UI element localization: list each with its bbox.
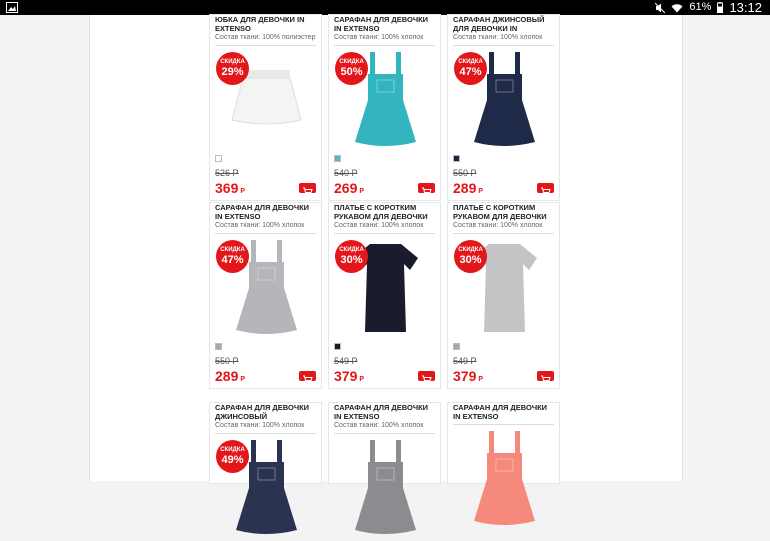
color-swatch[interactable]	[215, 155, 222, 162]
fabric-composition: Состав ткани: 100% хлопок	[215, 221, 316, 234]
product-image-area[interactable]	[334, 236, 435, 341]
mute-icon	[655, 3, 665, 13]
cart-icon	[418, 186, 435, 196]
discount-percent: 49%	[221, 454, 244, 466]
discount-label: СКИДКА	[458, 59, 483, 65]
product-title[interactable]: САРАФАН ДЛЯ ДЕВОЧКИ IN EXTENSO	[334, 403, 429, 421]
product-card[interactable]	[210, 403, 321, 483]
fabric-composition: Состав ткани: 100% хлопок	[334, 421, 435, 434]
discount-label: СКИДКА	[339, 59, 364, 65]
discount-percent: 50%	[340, 66, 363, 78]
add-to-cart-button[interactable]	[418, 371, 435, 381]
price-row	[334, 368, 435, 384]
color-swatch[interactable]	[334, 155, 341, 162]
discount-percent: 30%	[340, 254, 363, 266]
price-row	[215, 180, 316, 196]
discount-label: СКИДКА	[458, 247, 483, 253]
product-title[interactable]: ПЛАТЬЕ С КОРОТКИМ РУКАВОМ ДЛЯ ДЕВОЧКИ	[334, 203, 428, 221]
currency-symbol: Р	[359, 188, 365, 195]
currency-symbol: Р	[240, 376, 246, 383]
discount-label: СКИДКА	[220, 247, 245, 253]
clock: 13:12	[729, 0, 762, 15]
currency-symbol: Р	[478, 188, 484, 195]
discount-badge	[335, 240, 368, 273]
product-card[interactable]	[210, 15, 321, 200]
old-price: 549 Р	[453, 356, 477, 366]
color-swatch[interactable]	[215, 343, 222, 350]
pinafore-image[interactable]	[467, 429, 542, 527]
fabric-composition: Состав ткани: 100% хлопок	[334, 33, 435, 46]
current-price: 289 Р	[215, 368, 246, 384]
discount-percent: 29%	[221, 66, 244, 78]
wifi-icon	[671, 3, 683, 13]
current-price: 289 Р	[453, 180, 484, 196]
gallery-icon	[6, 2, 18, 13]
cart-icon	[418, 374, 435, 384]
price-row	[215, 368, 316, 384]
discount-percent: 47%	[221, 254, 244, 266]
product-title[interactable]: САРАФАН ДЖИНСОВЫЙ ДЛЯ ДЕВОЧКИ IN	[453, 15, 545, 33]
color-swatch[interactable]	[453, 155, 460, 162]
color-swatch[interactable]	[453, 343, 460, 350]
product-card[interactable]	[210, 203, 321, 388]
color-swatch[interactable]	[334, 343, 341, 350]
discount-badge	[454, 240, 487, 273]
old-price: 549 Р	[334, 356, 358, 366]
discount-badge	[216, 52, 249, 85]
old-price: 550 Р	[453, 168, 477, 178]
price-row	[453, 368, 554, 384]
current-price: 379 Р	[334, 368, 365, 384]
current-price: 379 Р	[453, 368, 484, 384]
currency-symbol: Р	[240, 188, 246, 195]
fabric-composition: Состав ткани: 100% хлопок	[453, 221, 554, 234]
battery-percent: 61%	[689, 1, 712, 13]
discount-badge	[454, 52, 487, 85]
discount-label: СКИДКА	[339, 247, 364, 253]
price-row	[334, 180, 435, 196]
add-to-cart-button[interactable]	[537, 183, 554, 193]
cart-icon	[537, 186, 554, 196]
discount-label: СКИДКА	[220, 59, 245, 65]
product-title[interactable]: ПЛАТЬЕ С КОРОТКИМ РУКАВОМ ДЛЯ ДЕВОЧКИ	[453, 203, 547, 221]
product-card[interactable]	[329, 403, 440, 483]
old-price: 526 Р	[215, 168, 239, 178]
add-to-cart-button[interactable]	[299, 183, 316, 193]
currency-symbol: Р	[478, 376, 484, 383]
discount-percent: 47%	[459, 66, 482, 78]
product-card[interactable]	[448, 15, 559, 200]
product-image-area[interactable]	[215, 236, 316, 341]
current-price: 269 Р	[334, 180, 365, 196]
product-image-area[interactable]	[215, 436, 316, 541]
price-row	[453, 180, 554, 196]
fabric-composition: Состав ткани: 100% полиэстер	[215, 33, 316, 46]
discount-badge	[216, 240, 249, 273]
product-card[interactable]	[329, 203, 440, 388]
product-title[interactable]: ЮБКА ДЛЯ ДЕВОЧКИ IN EXTENSO	[215, 15, 305, 33]
currency-symbol: Р	[359, 376, 365, 383]
product-title[interactable]: САРАФАН ДЛЯ ДЕВОЧКИ IN EXTENSO	[453, 403, 548, 421]
product-image-area[interactable]	[215, 48, 316, 153]
current-price: 369 Р	[215, 180, 246, 196]
discount-label: СКИДКА	[220, 447, 245, 453]
fabric-composition: Состав ткани: 100% хлопок	[453, 33, 554, 46]
add-to-cart-button[interactable]	[418, 183, 435, 193]
product-image-area[interactable]	[453, 48, 554, 153]
fabric-composition: Состав ткани: 100% хлопок	[215, 421, 316, 434]
old-price: 540 Р	[334, 168, 358, 178]
product-image-area[interactable]	[334, 436, 435, 541]
discount-badge	[335, 52, 368, 85]
cart-icon	[537, 374, 554, 384]
product-card[interactable]	[448, 403, 559, 483]
product-title[interactable]: САРАФАН ДЛЯ ДЕВОЧКИ IN EXTENSO	[215, 203, 310, 221]
battery-icon	[717, 2, 723, 13]
product-image-area[interactable]	[453, 427, 554, 532]
fabric-composition	[453, 421, 554, 425]
old-price: 550 Р	[215, 356, 239, 366]
product-card[interactable]	[448, 203, 559, 388]
add-to-cart-button[interactable]	[537, 371, 554, 381]
product-image-area[interactable]	[334, 48, 435, 153]
status-bar	[0, 0, 770, 15]
product-title[interactable]: САРАФАН ДЛЯ ДЕВОЧКИ IN EXTENSO	[334, 15, 429, 33]
discount-badge	[216, 440, 249, 473]
fabric-composition: Состав ткани: 100% хлопок	[334, 221, 435, 234]
product-image-area[interactable]	[453, 236, 554, 341]
pinafore-image[interactable]	[348, 438, 423, 536]
product-card[interactable]	[329, 15, 440, 200]
add-to-cart-button[interactable]	[299, 371, 316, 381]
cart-icon	[299, 374, 316, 384]
discount-percent: 30%	[459, 254, 482, 266]
cart-icon	[299, 186, 316, 196]
product-title[interactable]: САРАФАН ДЛЯ ДЕВОЧКИ ДЖИНСОВЫЙ	[215, 403, 310, 421]
